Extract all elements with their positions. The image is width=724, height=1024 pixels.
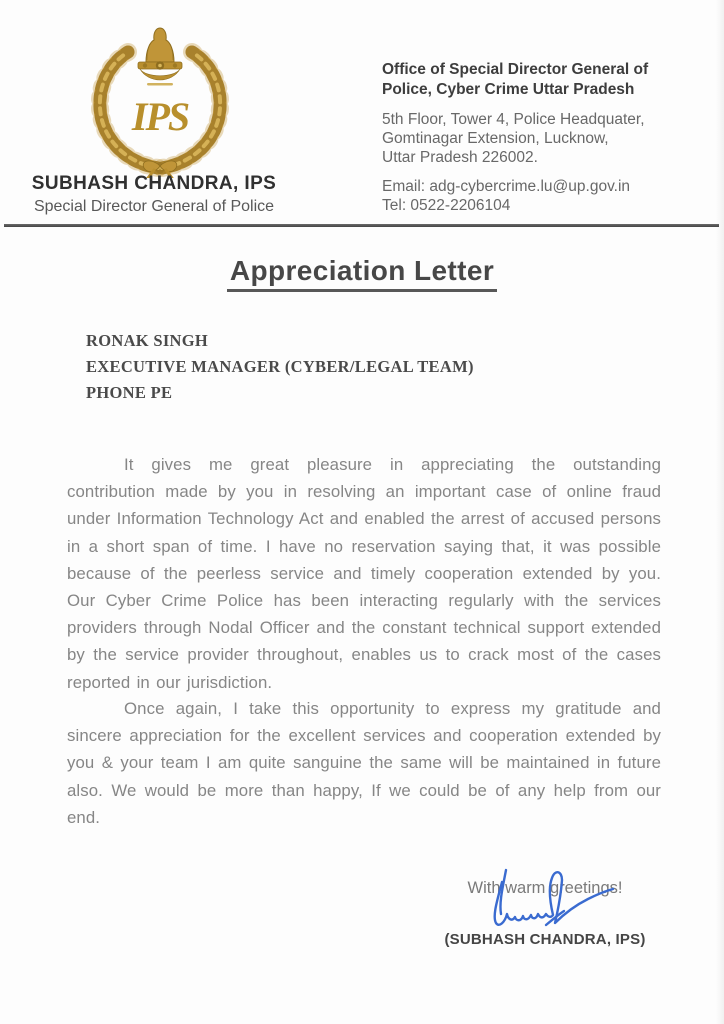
ips-emblem-icon bbox=[70, 8, 250, 178]
officer-name: SUBHASH CHANDRA, IPS bbox=[31, 173, 277, 194]
recipient-organization: PHONE PE bbox=[86, 383, 173, 402]
officer-title: Special Director General of Police bbox=[33, 198, 275, 215]
office-address-block bbox=[382, 60, 684, 215]
office-name-line-1: Office of Special Director General of bbox=[382, 61, 649, 78]
handwritten-signature bbox=[476, 856, 620, 942]
signatory-name: (SUBHASH CHANDRA, IPS) bbox=[444, 931, 646, 948]
office-contact bbox=[382, 177, 684, 215]
recipient-name: RONAK SINGH bbox=[86, 331, 209, 350]
body-paragraph-2: Once again, I take this opportunity to express my gratitude and sincere appreciation for the excellent services and cooperation extended by you & your team I am quite sanguine the same will be maintained in future also. We would be more than happy, If we could be of any help from our end. bbox=[67, 699, 661, 827]
recipient-block bbox=[86, 328, 474, 406]
address-line-2: Gomtinagar Extension, Lucknow, bbox=[382, 130, 609, 147]
address-line-3: Uttar Pradesh 226002. bbox=[382, 149, 538, 166]
office-address bbox=[382, 110, 684, 167]
ips-monogram: IPS bbox=[131, 94, 189, 139]
motto-band bbox=[147, 83, 173, 86]
address-line-1: 5th Floor, Tower 4, Police Headquater, bbox=[382, 111, 645, 128]
letter-title bbox=[0, 255, 724, 292]
recipient-designation: EXECUTIVE MANAGER (CYBER/LEGAL TEAM) bbox=[86, 357, 474, 376]
officer-block bbox=[8, 173, 300, 216]
office-name bbox=[382, 60, 684, 100]
closing-greeting: With warm greetings! bbox=[467, 879, 623, 897]
office-name-line-2: Police, Cyber Crime Uttar Pradesh bbox=[382, 81, 635, 98]
office-phone: Tel: 0522-2206104 bbox=[382, 197, 511, 214]
header-divider bbox=[4, 224, 719, 227]
ashoka-lion-capital-icon bbox=[138, 28, 182, 86]
body-paragraph-1: It gives me great pleasure in appreciating the outstanding contribution made by you in resolving an important case of online fraud under Information Technology Act and enabled the arrest of accused persons in a short span of time. I have no reservation saying that, it was possible because of the peerless service and timely cooperation extended by you. Our Cyber Crime Police has been interacting regularly with the services providers through Nodal Officer and the constant technical support extended by the service provider throughout, enables us to crack most of the cases reported in our jurisdiction. bbox=[67, 455, 661, 692]
letter-title-text: Appreciation Letter bbox=[227, 255, 497, 292]
office-email: Email: adg-cybercrime.lu@up.gov.in bbox=[382, 178, 631, 195]
